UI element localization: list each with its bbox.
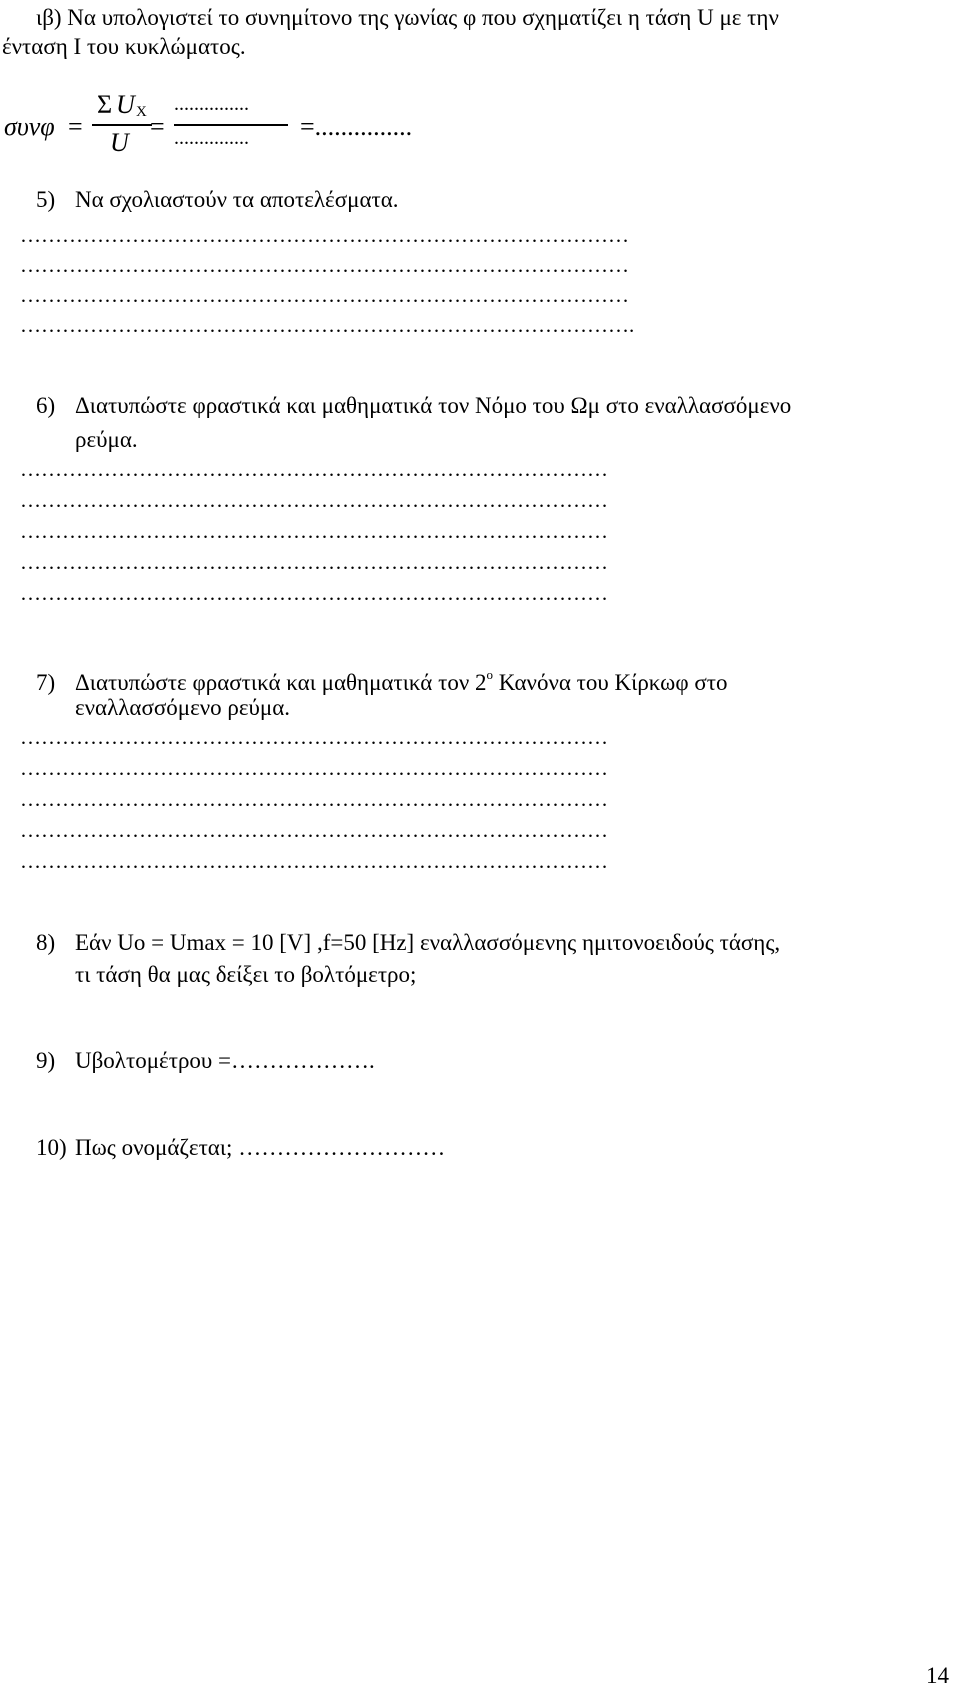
question-text-end: Κανόνα του Κίρκωφ στο (492, 670, 728, 695)
formula-result: =............... (300, 112, 413, 141)
answer-line: …………………………………………………………………………… (20, 253, 629, 277)
answer-dots: ………………. (231, 1048, 375, 1073)
question-number: 9) (36, 1048, 56, 1073)
formula-sigma: Σ (97, 90, 113, 119)
answer-line: ………………………………………………………………………… (20, 787, 608, 811)
formula-num-var: U (116, 90, 135, 119)
answer-line: ………………………………………………………………………… (20, 519, 608, 543)
formula-den-var: U (110, 128, 129, 157)
question-10 (36, 1134, 445, 1162)
question-number: 7) (36, 670, 56, 695)
question-7 (36, 661, 728, 697)
intro-line-2: ένταση Ι του κυκλώματος. (2, 34, 246, 59)
answer-dots: ……………………… (238, 1135, 446, 1160)
question-text: Πως ονομάζεται; (75, 1135, 239, 1160)
answer-line: ………………………………………………………………………… (20, 725, 608, 749)
formula-frac2-num: ............... (174, 93, 249, 115)
question-text: Να σχολιαστούν τα αποτελέσματα. (75, 187, 399, 212)
answer-line: ………………………………………………………………………… (20, 756, 608, 780)
question-8-cont: τι τάση θα μας δείξει το βολτόμετρο; (75, 962, 417, 987)
answer-line: ………………………………………………………………………… (20, 488, 608, 512)
fraction-bar-2 (174, 124, 288, 126)
question-text: Εάν Uo = Umax = 10 [V] ,f=50 [Hz] εναλλασσόμενης ημιτονοειδούς τάσης, (75, 930, 781, 955)
question-number: 5) (36, 187, 56, 212)
formula-frac2-den: ............... (174, 127, 249, 149)
question-5 (36, 186, 399, 214)
formula-equals-1: = (68, 112, 83, 141)
question-6 (36, 392, 791, 420)
page-number: 14 (926, 1663, 949, 1688)
question-7-cont: εναλλασσόμενο ρεύμα. (75, 695, 291, 720)
ordinal-superscript: ο (486, 667, 493, 682)
question-number: 6) (36, 393, 56, 418)
question-8 (36, 929, 780, 957)
answer-line: ………………………………………………………………………… (20, 550, 608, 574)
answer-line: ………………………………………………………………………… (20, 581, 608, 605)
answer-line: …………………………………………………………………………… (20, 283, 629, 307)
formula-num-sub: X (136, 104, 147, 120)
answer-line: ……………………………………………………………………………. (20, 313, 635, 337)
question-number: 10) (36, 1135, 67, 1160)
answer-line: …………………………………………………………………………… (20, 223, 629, 247)
question-number: 8) (36, 930, 56, 955)
fraction-bar-1 (92, 124, 152, 126)
question-6-cont: ρεύμα. (75, 427, 138, 452)
formula-lhs: συνφ (4, 112, 55, 141)
answer-line: ………………………………………………………………………… (20, 457, 608, 481)
intro-line-1: ιβ) Να υπολογιστεί το συνημίτονο της γωνίας φ που σχηματίζει η τάση U με την (36, 5, 779, 30)
question-9 (36, 1047, 375, 1075)
question-text: Διατυπώστε φραστικά και μαθηματικά τον 2 (75, 670, 487, 695)
answer-line: ………………………………………………………………………… (20, 818, 608, 842)
answer-line: ………………………………………………………………………… (20, 849, 608, 873)
formula-equals-2: = (150, 112, 165, 141)
question-text: Uβολτομέτρου = (75, 1048, 232, 1073)
question-text: Διατυπώστε φραστικά και μαθηματικά τον Νόμο του Ωμ στο εναλλασσόμενο (75, 393, 792, 418)
